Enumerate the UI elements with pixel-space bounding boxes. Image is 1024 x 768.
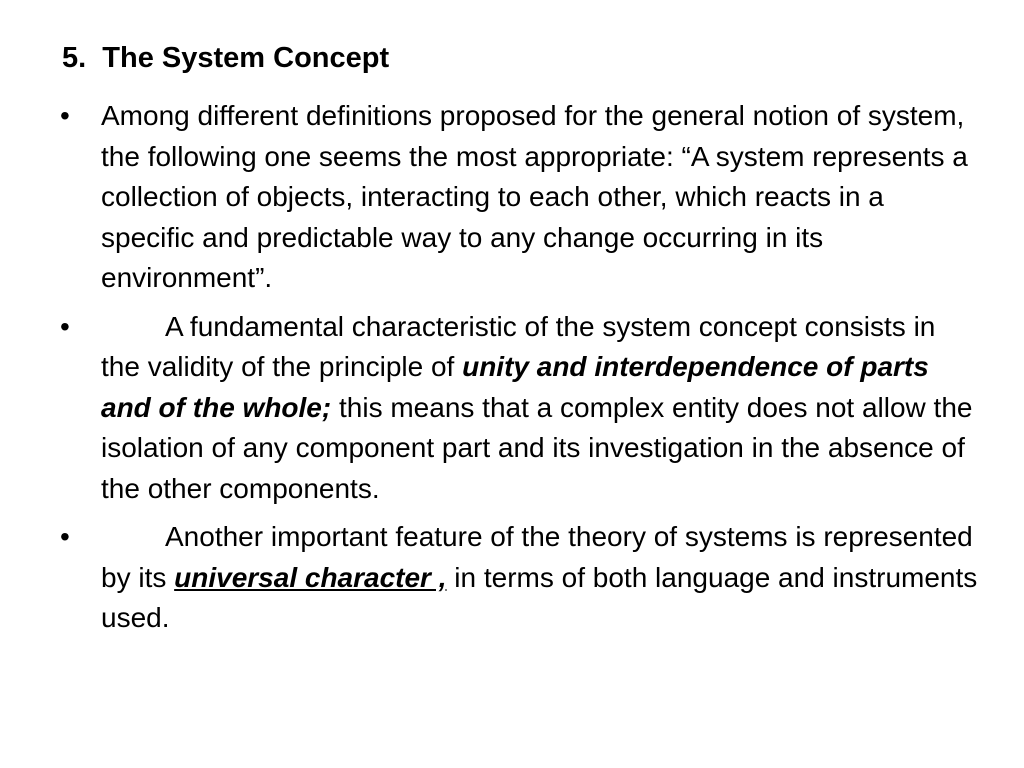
bullet-text-after: in terms of both language and instruments used.	[101, 561, 978, 633]
bullet-text-before: Another important feature of the theory of systems is represented by its	[101, 521, 973, 593]
bullet-item-characteristic	[60, 307, 980, 510]
bullet-item-universal	[60, 517, 980, 639]
bullet-text: Among different definitions proposed for the general notion of system, the following one seems the most appropriate: “A system represents a collection of objects, interacting to each other, which reacts in a specific and predictable way to any change occurring in its environment”.	[101, 100, 968, 293]
bullet-marker: •	[60, 310, 70, 342]
bullet-text-after: this means that a complex entity does not allow the isolation of any component part and its investigation in the absence of the other components.	[101, 391, 973, 504]
bullet-text-before: A fundamental characteristic of the system concept consists in the validity of the principle of	[101, 310, 936, 382]
slide-title: 5. The System Concept	[62, 42, 390, 74]
bullet-item-definition	[60, 96, 980, 299]
bullet-list	[60, 96, 980, 647]
bullet-emphasis-underlined: universal character ,	[174, 561, 447, 593]
bullet-emphasis: unity and interdependence of parts and of the whole;	[101, 351, 929, 423]
bullet-marker: •	[60, 100, 70, 131]
bullet-marker: •	[60, 521, 70, 552]
